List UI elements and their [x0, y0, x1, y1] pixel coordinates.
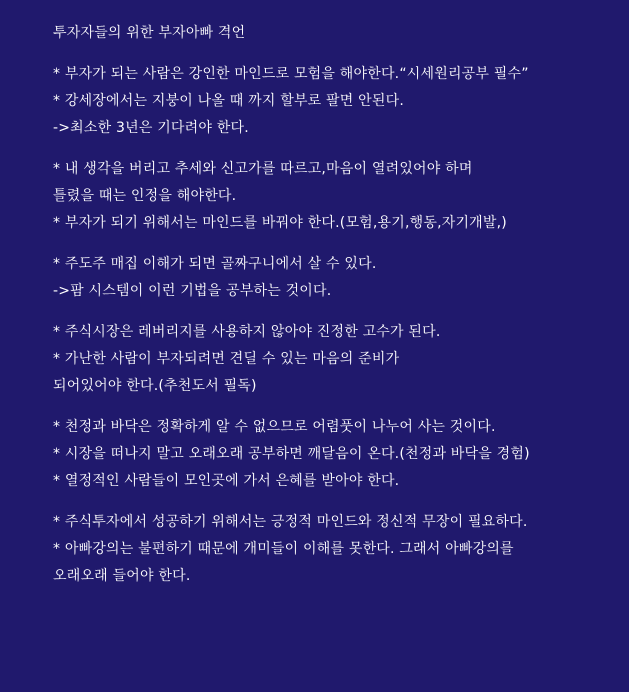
text-line: ->팜 시스템이 이런 기법을 공부하는 것이다. [53, 283, 332, 299]
paragraph-5 [53, 414, 615, 495]
text-line: ->최소한 3년은 기다려야 한다. [53, 120, 249, 136]
text-line: * 아빠강의는 불편하기 때문에 개미들이 이해를 못한다. 그래서 아빠강의를 [53, 541, 514, 557]
document-title: 투자자들의 위한 부자아빠 격언 [53, 25, 246, 41]
text-line: * 가난한 사람이 부자되려면 견딜 수 있는 마음의 준비가 [53, 351, 400, 367]
text-line: * 부자가 되는 사람은 강인한 마인드로 모험을 해야한다.“시세원리공부 필수” [53, 66, 529, 82]
paragraph-1 [53, 61, 615, 142]
paragraph-4 [53, 319, 615, 400]
text-line: * 주식투자에서 성공하기 위해서는 긍정적 마인드와 정신적 무장이 필요하다. [53, 514, 528, 530]
text-line: * 시장을 떠나지 말고 오래오래 공부하면 깨달음이 온다.(천정과 바닥을 경험) [53, 446, 530, 462]
text-line: * 주식시장은 레버리지를 사용하지 않아야 진정한 고수가 된다. [53, 324, 441, 340]
text-line: 틀렸을 때는 인정을 해야한다. [53, 188, 237, 204]
text-line: * 주도주 매집 이해가 되면 골짜구니에서 살 수 있다. [53, 256, 377, 272]
text-line: * 부자가 되기 위해서는 마인드를 바꿔야 한다.(모험,용기,행동,자기개발,) [53, 215, 507, 231]
text-line: * 천정과 바닥은 정확하게 알 수 없으므로 어렴풋이 나누어 사는 것이다. [53, 419, 496, 435]
text-line: * 열정적인 사람들이 모인곳에 가서 은혜를 받아야 한다. [53, 473, 400, 489]
paragraph-3 [53, 251, 615, 305]
text-line: 오래오래 들어야 한다. [53, 568, 191, 584]
paragraph-6 [53, 509, 615, 590]
paragraph-2 [53, 156, 615, 237]
text-line: * 내 생각을 버리고 추세와 신고가를 따르고,마음이 열려있어야 하며 [53, 161, 473, 177]
text-line: * 강세장에서는 지붕이 나올 때 까지 할부로 팔면 안된다. [53, 93, 404, 109]
text-line: 되어있어야 한다.(추천도서 필독) [53, 378, 257, 394]
